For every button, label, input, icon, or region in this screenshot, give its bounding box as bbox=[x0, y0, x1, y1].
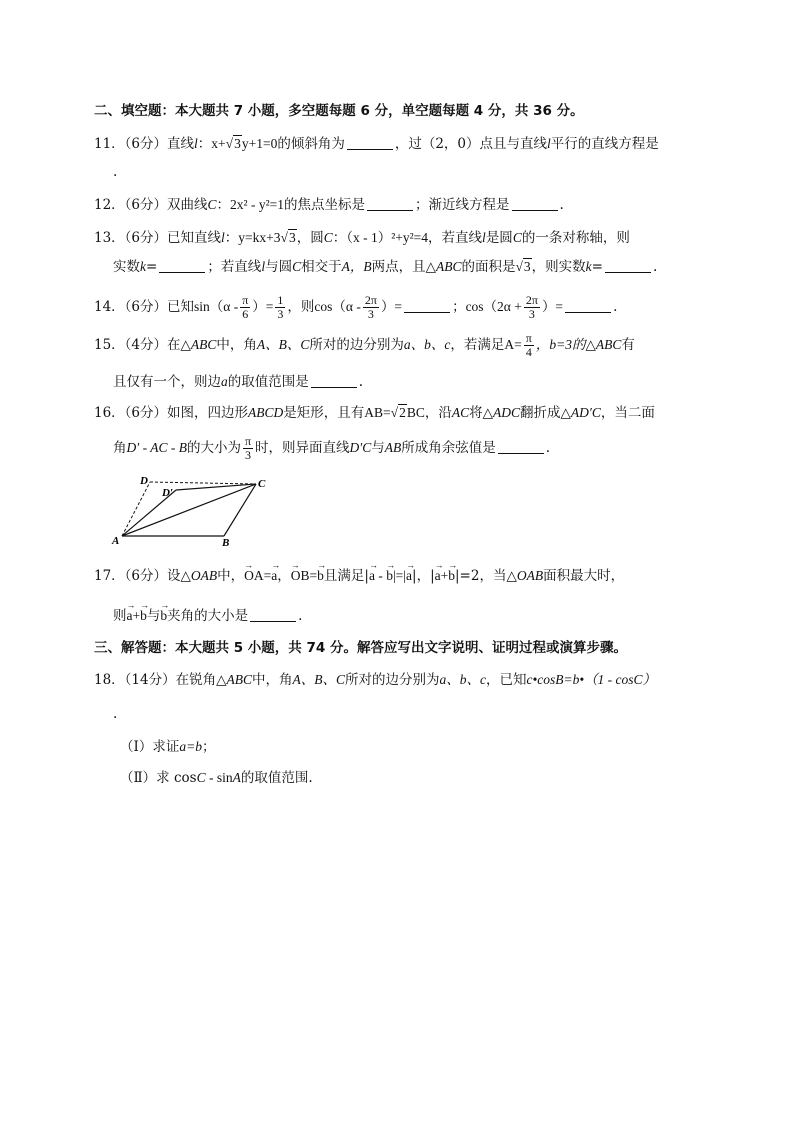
vertex-a: A bbox=[112, 535, 120, 547]
question-14: 14．（6分）已知sin（α - $\frac{\pi}{6}$ ）= $\frac{1}{3}$ ，则cos（α - $\frac{2\pi}{3}$ ）= ；cos（2α + $\frac{2\pi}{3}$ ）= . bbox=[94, 293, 618, 321]
question-15: 15．（4分）在△ABC中，角A、B、C所对的边分别为a、b、c，若满足A= $\frac{\pi}{4}$ ，b=3的△ABC有 bbox=[94, 331, 635, 359]
section-2-header: 二、填空题：本大题共 7 小题，多空题每题 6 分，单空题每题 4 分，共 36 分。 bbox=[94, 103, 584, 119]
sqrt-symbol: √3 bbox=[515, 259, 531, 274]
answer-blank[interactable] bbox=[347, 135, 393, 150]
sqrt-symbol: √3 bbox=[280, 230, 296, 245]
fraction: $\frac{1}{3}$ bbox=[277, 293, 284, 321]
answer-blank[interactable] bbox=[498, 439, 544, 454]
edge-ad bbox=[122, 482, 150, 536]
answer-blank[interactable] bbox=[250, 607, 296, 622]
fraction: $\frac{2\pi}{3}$ bbox=[525, 293, 538, 321]
fraction: $\frac{\pi}{4}$ bbox=[525, 331, 532, 359]
question-15-line2: 且仅有一个，则边a的取值范围是 . bbox=[113, 374, 364, 390]
answer-blank[interactable] bbox=[565, 298, 611, 313]
answer-blank[interactable] bbox=[159, 258, 205, 273]
section-3-header: 三、解答题：本大题共 5 小题，共 74 分。解答应写出文字说明、证明过程或演算步骤。 bbox=[94, 640, 627, 656]
edge-dc bbox=[150, 482, 256, 484]
question-13: 13．（6分）已知直线l：y=kx+3√3，圆C：（x - 1）²+y²=4，若直线l是圆C的一条对称轴，则 bbox=[94, 230, 630, 246]
edge-bc bbox=[224, 484, 256, 536]
question-18-end: . bbox=[113, 706, 118, 722]
question-13-line2: 实数k= ；若直线l与圆C相交于A，B两点，且△ABC的面积是√3，则实数k= . bbox=[113, 259, 658, 275]
answer-blank[interactable] bbox=[367, 196, 413, 211]
vertex-b: B bbox=[222, 537, 230, 548]
vertex-c: C bbox=[258, 478, 266, 490]
answer-blank[interactable] bbox=[605, 258, 651, 273]
question-18-part-1: （Ⅰ）求证a=b； bbox=[120, 739, 216, 755]
question-11-end: . bbox=[113, 164, 118, 180]
question-11: 11．（6分）直线l：x+√3y+1=0的倾斜角为 ，过（2，0）点且与直线l平行的直线方程是 bbox=[94, 136, 659, 152]
fraction: $\frac{\pi}{6}$ bbox=[242, 293, 249, 321]
question-18-part-2: （Ⅱ）求 cosC - sinA的取值范围. bbox=[120, 770, 313, 786]
question-18: 18．（14分）在锐角△ABC中，角A、B、C所对的边分别为a、b、c，已知c•cosB=b•（1 - cosC） bbox=[94, 672, 657, 688]
sqrt-symbol: √3 bbox=[225, 136, 241, 151]
quadrilateral-figure bbox=[110, 472, 270, 548]
question-17-line2: 则→ a+→ b与→ b夹角的大小是 . bbox=[113, 606, 302, 626]
answer-blank[interactable] bbox=[404, 298, 450, 313]
answer-blank[interactable] bbox=[512, 196, 558, 211]
vertex-d: D bbox=[140, 475, 148, 487]
question-16-line2: 角D′ - AC - B的大小为 $\frac{\pi}{3}$ 时，则异面直线D′C与AB所成角余弦值是 . bbox=[113, 434, 551, 462]
vertex-dprime: D′ bbox=[162, 487, 174, 499]
fraction: $\frac{2\pi}{3}$ bbox=[364, 293, 377, 321]
fraction: $\frac{\pi}{3}$ bbox=[244, 434, 252, 462]
sqrt-symbol: √2 bbox=[390, 405, 406, 420]
answer-blank[interactable] bbox=[311, 373, 357, 388]
edge-ac bbox=[122, 484, 256, 536]
question-17: 17．（6分）设△OAB中，→ OA=→ a，→ OB=→ b且满足|→ a - → b|=|→ a|，|→ a+→ b|=2，当△OAB面积最大时， bbox=[94, 566, 624, 586]
question-16: 16．（6分）如图，四边形ABCD是矩形，且有AB=√2BC，沿AC将△ADC翻折成△AD′C，当二面 bbox=[94, 405, 655, 421]
question-12: 12．（6分）双曲线C：2x² - y²=1的焦点坐标是 ；渐近线方程是 . bbox=[94, 197, 564, 213]
